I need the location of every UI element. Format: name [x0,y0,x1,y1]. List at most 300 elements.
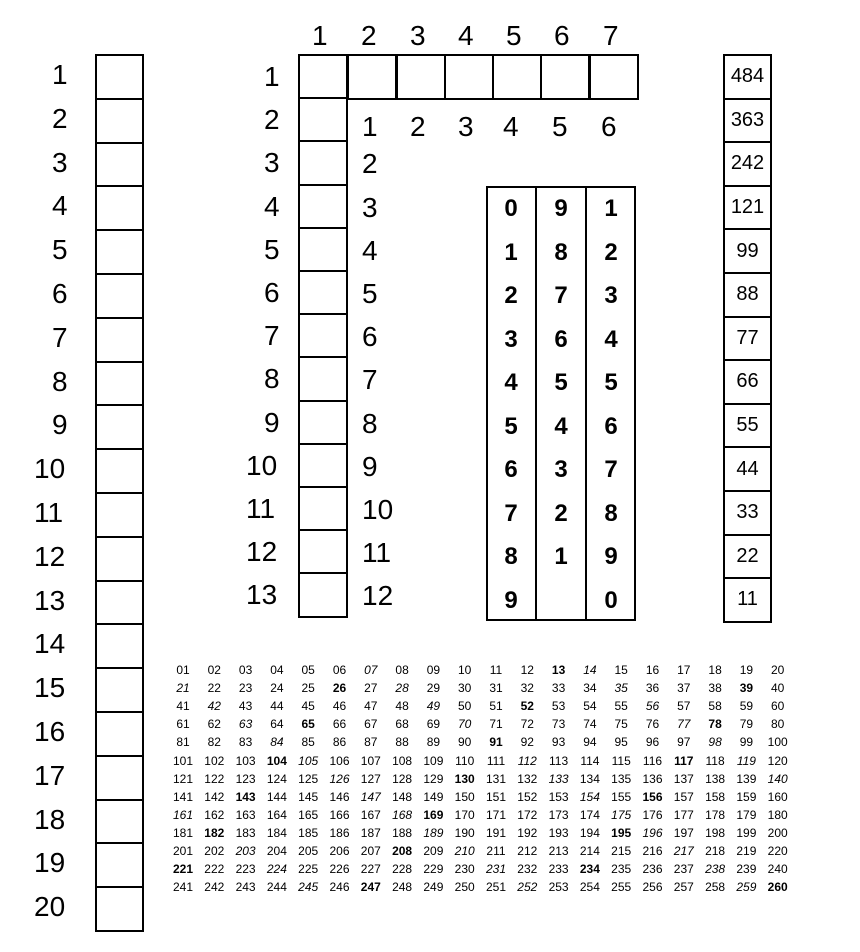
grid-number: 130 [454,771,475,786]
mid-left-box [298,529,348,574]
left-row-label: 18 [34,803,66,835]
mid-row-label: 2 [264,104,280,136]
grid-number: 69 [426,717,441,732]
grid-number: 33 [551,681,566,696]
grid-number: 48 [395,699,409,714]
inner-left-label: 4 [362,234,378,266]
right-value-box: 22 [723,534,772,580]
grid-number: 208 [392,844,413,858]
grid-number: 102 [204,753,225,768]
grid-number: 190 [454,825,475,840]
grid-number: 240 [767,862,788,877]
grid-number: 39 [739,681,754,696]
grid-number: 186 [329,825,350,840]
mid-left-box [298,227,348,272]
grid-number: 197 [673,825,694,840]
digit-cell: 2 [504,282,518,309]
grid-number: 220 [767,844,788,858]
left-row-label: 16 [34,716,66,747]
grid-number: 221 [172,862,194,877]
grid-number: 123 [235,771,256,786]
grid-number: 242 [204,880,225,895]
grid-number: 119 [736,753,756,768]
right-value-box: 99 [723,228,772,274]
grid-number: 30 [458,681,472,696]
grid-number: 137 [673,771,694,786]
grid-number: 232 [517,862,538,877]
grid-number: 143 [235,789,256,804]
grid-number: 253 [548,880,569,895]
mid-row-label: 3 [264,147,280,179]
mid-row-label: 13 [246,579,278,611]
left-row-box [95,755,144,801]
grid-number: 45 [301,699,315,714]
grid-number: 09 [426,663,441,677]
left-row-box [95,842,144,888]
grid-number: 178 [705,807,726,822]
left-row-box [95,229,144,275]
left-row-label: 8 [52,365,68,397]
grid-number: 98 [708,735,722,750]
grid-number: 157 [673,789,694,804]
left-row-box [95,273,144,319]
grid-number: 189 [423,825,444,840]
inner-left-label: 11 [362,537,392,569]
grid-number: 136 [642,771,663,786]
grid-number: 127 [360,771,381,786]
grid-number: 59 [739,699,754,714]
digit-cell: 4 [504,369,518,396]
grid-number: 68 [395,717,409,732]
grid-number: 81 [176,735,190,750]
inner-left-label: 5 [362,278,378,309]
grid-number: 200 [767,825,788,840]
left-row-box [95,185,144,231]
grid-number: 211 [486,844,506,858]
grid-number: 114 [580,753,600,768]
grid-number: 75 [614,717,628,732]
grid-number: 93 [551,735,566,750]
right-value-box: 484 [723,54,772,100]
grid-number: 177 [673,807,694,822]
grid-number: 248 [392,880,413,895]
grid-number: 10 [458,663,472,677]
right-value-box: 88 [723,272,772,318]
mid-row-label: 10 [246,449,278,481]
grid-number: 152 [517,789,538,804]
grid-number: 118 [705,753,725,768]
grid-number: 195 [611,825,632,840]
grid-number: 85 [301,735,315,750]
grid-number: 155 [611,789,632,804]
right-value-box: 66 [723,359,772,405]
mid-row-label: 7 [264,320,280,352]
digit-cell: 1 [504,238,518,266]
mid-top-box [444,54,494,100]
grid-number: 250 [454,880,475,895]
right-value-box: 44 [723,446,772,492]
grid-number: 238 [705,862,726,877]
grid-number: 199 [736,825,757,840]
grid-number: 209 [423,844,444,858]
grid-number: 42 [207,699,221,714]
grid-number: 183 [235,825,256,840]
grid-number: 193 [548,825,569,840]
grid-number: 70 [458,717,472,732]
digit-cell: 4 [554,412,568,440]
grid-number: 38 [708,681,722,696]
left-row-label: 2 [52,102,68,134]
grid-number: 106 [329,753,350,768]
grid-number: 228 [392,862,413,877]
grid-number: 146 [329,789,350,804]
mid-left-box [298,313,348,358]
mid-top-label: 2 [361,20,377,51]
grid-number: 40 [771,681,785,696]
grid-number: 192 [517,825,538,840]
grid-number: 216 [642,844,663,858]
grid-number: 25 [301,681,315,696]
left-row-label: 5 [52,234,68,266]
grid-number: 171 [485,807,507,822]
grid-number: 91 [489,735,503,750]
mid-top-box [347,54,397,100]
grid-number: 29 [426,681,441,696]
left-row-box [95,711,144,757]
grid-number: 116 [642,753,663,768]
grid-number: 176 [642,807,663,822]
grid-number: 160 [767,789,788,804]
left-row-label: 6 [52,278,68,309]
grid-number: 149 [423,789,444,804]
inner-left-label: 8 [362,407,378,439]
mid-top-box [589,54,639,100]
left-row-box [95,317,144,363]
grid-number: 184 [266,825,287,840]
mid-top-label: 3 [410,20,426,51]
inner-top-label: 4 [503,111,519,142]
grid-number: 35 [614,681,628,696]
left-row-label: 7 [52,321,68,353]
grid-number: 58 [708,699,722,714]
mid-row-label: 6 [264,277,280,308]
grid-number: 50 [458,699,472,714]
digit-cell: 7 [604,456,618,483]
grid-number: 54 [583,699,597,714]
grid-number: 172 [517,807,538,822]
digit-cell: 4 [604,325,618,353]
grid-number: 96 [645,735,660,750]
left-row-box [95,404,144,450]
digit-cell: 8 [604,499,618,527]
grid-number: 108 [392,753,413,768]
grid-number: 182 [204,825,225,840]
grid-number: 110 [455,753,475,768]
right-value-box: 121 [723,185,772,231]
grid-number: 100 [767,735,788,750]
grid-number: 92 [520,735,534,750]
left-row-label: 15 [34,672,66,704]
grid-number: 246 [329,880,350,895]
grid-number: 255 [611,880,632,895]
grid-number: 151 [485,789,507,804]
grid-number: 231 [485,862,507,877]
grid-number: 226 [329,862,350,877]
grid-number: 117 [674,753,694,768]
grid-number: 223 [235,862,256,877]
grid-number: 74 [583,717,597,732]
grid-number: 169 [423,807,444,822]
grid-number: 194 [579,825,600,840]
digit-cell: 5 [504,412,518,440]
grid-number: 44 [270,699,284,714]
grid-number: 41 [176,699,190,714]
grid-number: 234 [579,862,600,877]
grid-number: 88 [395,735,409,750]
grid-number: 72 [520,717,534,732]
grid-number: 159 [736,789,757,804]
grid-number: 121 [172,771,194,786]
grid-number: 14 [583,663,597,677]
mid-left-box [298,184,348,229]
grid-number: 95 [614,735,628,750]
digit-cell: 8 [554,238,568,266]
digit-cell: 3 [604,282,618,309]
mid-left-box [298,356,348,401]
mid-top-box [540,54,590,100]
grid-number: 251 [485,880,507,895]
right-value-box: 242 [723,141,772,187]
grid-number: 133 [548,771,569,786]
digit-cell: 7 [504,499,518,527]
mid-row-label: 9 [264,406,280,438]
inner-left-label: 9 [362,450,378,482]
grid-number: 24 [270,681,284,696]
mid-left-box [298,486,348,531]
grid-number: 07 [364,663,378,677]
grid-number: 66 [332,717,347,732]
grid-number: 107 [360,753,381,768]
grid-number: 247 [360,880,381,895]
inner-top-label: 5 [552,111,568,142]
grid-number: 135 [611,771,632,786]
grid-number: 02 [207,663,221,677]
left-row-box [95,667,144,713]
grid-number: 244 [266,880,287,895]
grid-number: 147 [360,789,381,804]
inner-left-label: 3 [362,191,378,223]
grid-number: 04 [270,663,284,677]
grid-number: 188 [392,825,413,840]
grid-number: 201 [172,844,194,858]
grid-number: 17 [677,663,691,677]
grid-number: 148 [392,789,413,804]
grid-number: 105 [298,753,319,768]
grid-number: 158 [705,789,726,804]
grid-number: 161 [172,807,194,822]
grid-number: 43 [238,699,253,714]
grid-number: 249 [423,880,444,895]
grid-number: 87 [364,735,378,750]
left-row-box [95,492,144,538]
grid-number: 166 [329,807,350,822]
grid-number: 97 [677,735,691,750]
digit-cell: 9 [604,543,618,570]
grid-number: 47 [364,699,378,714]
mid-left-box [298,140,348,185]
left-row-label: 19 [34,847,66,879]
left-row-box [95,623,144,669]
mid-left-box [298,400,348,445]
grid-number: 167 [360,807,381,822]
left-row-box [95,54,144,100]
grid-number: 64 [270,717,284,732]
grid-number: 164 [266,807,287,822]
grid-number: 145 [298,789,319,804]
grid-number: 212 [517,844,538,858]
grid-number: 36 [645,681,660,696]
mid-row-label: 12 [246,536,278,568]
grid-number: 173 [548,807,569,822]
grid-number: 142 [204,789,225,804]
grid-number: 21 [176,681,190,696]
grid-number: 235 [611,862,632,877]
inner-left-label: 10 [362,494,394,525]
left-row-label: 4 [52,190,68,222]
digit-cell: 7 [554,282,568,309]
digit-cell: 1 [604,195,618,222]
grid-number: 162 [204,807,225,822]
grid-number: 256 [642,880,663,895]
mid-top-label: 4 [458,20,474,51]
mid-top-box [492,54,542,100]
grid-number: 57 [677,699,691,714]
grid-number: 104 [266,753,287,768]
grid-number: 86 [332,735,347,750]
grid-number: 01 [176,663,190,677]
grid-number: 154 [579,789,600,804]
grid-number: 16 [645,663,660,677]
grid-number: 156 [642,789,663,804]
grid-number: 241 [172,880,194,895]
grid-number: 32 [520,681,534,696]
grid-number: 80 [771,717,785,732]
grid-number: 207 [360,844,381,858]
grid-number: 163 [235,807,256,822]
mid-row-label: 11 [246,493,276,524]
mid-row-label: 4 [264,190,280,222]
grid-number: 224 [266,862,287,877]
inner-left-label: 7 [362,364,378,396]
mid-row-label: 8 [264,363,280,395]
grid-number: 101 [172,753,194,768]
grid-number: 08 [395,663,409,677]
left-row-label: 17 [34,759,66,791]
grid-number: 89 [426,735,441,750]
digit-cell: 3 [504,325,518,353]
right-value-box: 363 [723,98,772,144]
left-row-label: 20 [34,891,66,923]
grid-number: 51 [489,699,503,714]
digit-cell: 1 [554,543,568,570]
right-value-box: 33 [723,490,772,536]
grid-number: 217 [673,844,694,858]
grid-number: 180 [767,807,788,822]
grid-number: 206 [329,844,350,858]
grid-number: 73 [551,717,566,732]
grid-number: 181 [172,825,194,840]
grid-number: 259 [736,880,757,895]
grid-number: 62 [207,717,221,732]
digit-cell: 2 [554,499,568,527]
grid-number: 12 [520,663,534,677]
grid-number: 258 [705,880,726,895]
mid-top-box [396,54,446,100]
digit-cell: 0 [604,586,618,614]
grid-number: 03 [238,663,253,677]
grid-number: 225 [298,862,319,877]
grid-number: 53 [551,699,566,714]
grid-number: 141 [172,789,194,804]
grid-number: 129 [423,771,444,786]
grid-number: 61 [176,717,190,732]
grid-number: 113 [549,753,569,768]
mid-top-label: 7 [603,20,619,51]
grid-number: 191 [485,825,507,840]
grid-number: 109 [423,753,444,768]
grid-number: 56 [645,699,660,714]
left-row-label: 14 [34,628,66,660]
mid-top-label: 5 [506,20,522,51]
mid-row-label: 1 [264,61,280,92]
grid-number: 222 [204,862,225,877]
grid-number: 18 [708,663,722,677]
inner-top-label: 3 [458,111,474,142]
grid-number: 236 [642,862,663,877]
left-row-label: 11 [34,497,64,528]
grid-number: 150 [454,789,475,804]
grid-number: 76 [645,717,660,732]
inner-top-label: 2 [410,111,426,142]
grid-number: 82 [207,735,221,750]
digit-cell: 5 [554,369,568,396]
digit-cell: 9 [554,195,568,222]
grid-number: 215 [611,844,632,858]
grid-number: 79 [739,717,754,732]
left-row-box [95,580,144,626]
grid-number: 49 [426,699,441,714]
mid-left-box [298,443,348,488]
grid-number: 245 [298,880,319,895]
left-row-box [95,799,144,845]
grid-number: 26 [332,681,347,696]
grid-number: 112 [517,753,537,768]
digit-cell: 6 [554,325,568,353]
grid-number: 237 [673,862,694,877]
grid-number: 174 [579,807,600,822]
grid-number: 120 [767,753,788,768]
grid-number: 153 [548,789,569,804]
grid-number: 144 [266,789,287,804]
grid-number: 140 [767,771,788,786]
right-value-box: 55 [723,403,772,449]
grid-number: 27 [364,681,378,696]
left-row-label: 9 [52,409,68,441]
left-row-label: 12 [34,540,66,572]
grid-number: 134 [579,771,600,786]
grid-number: 22 [207,681,221,696]
grid-number: 227 [360,862,381,877]
